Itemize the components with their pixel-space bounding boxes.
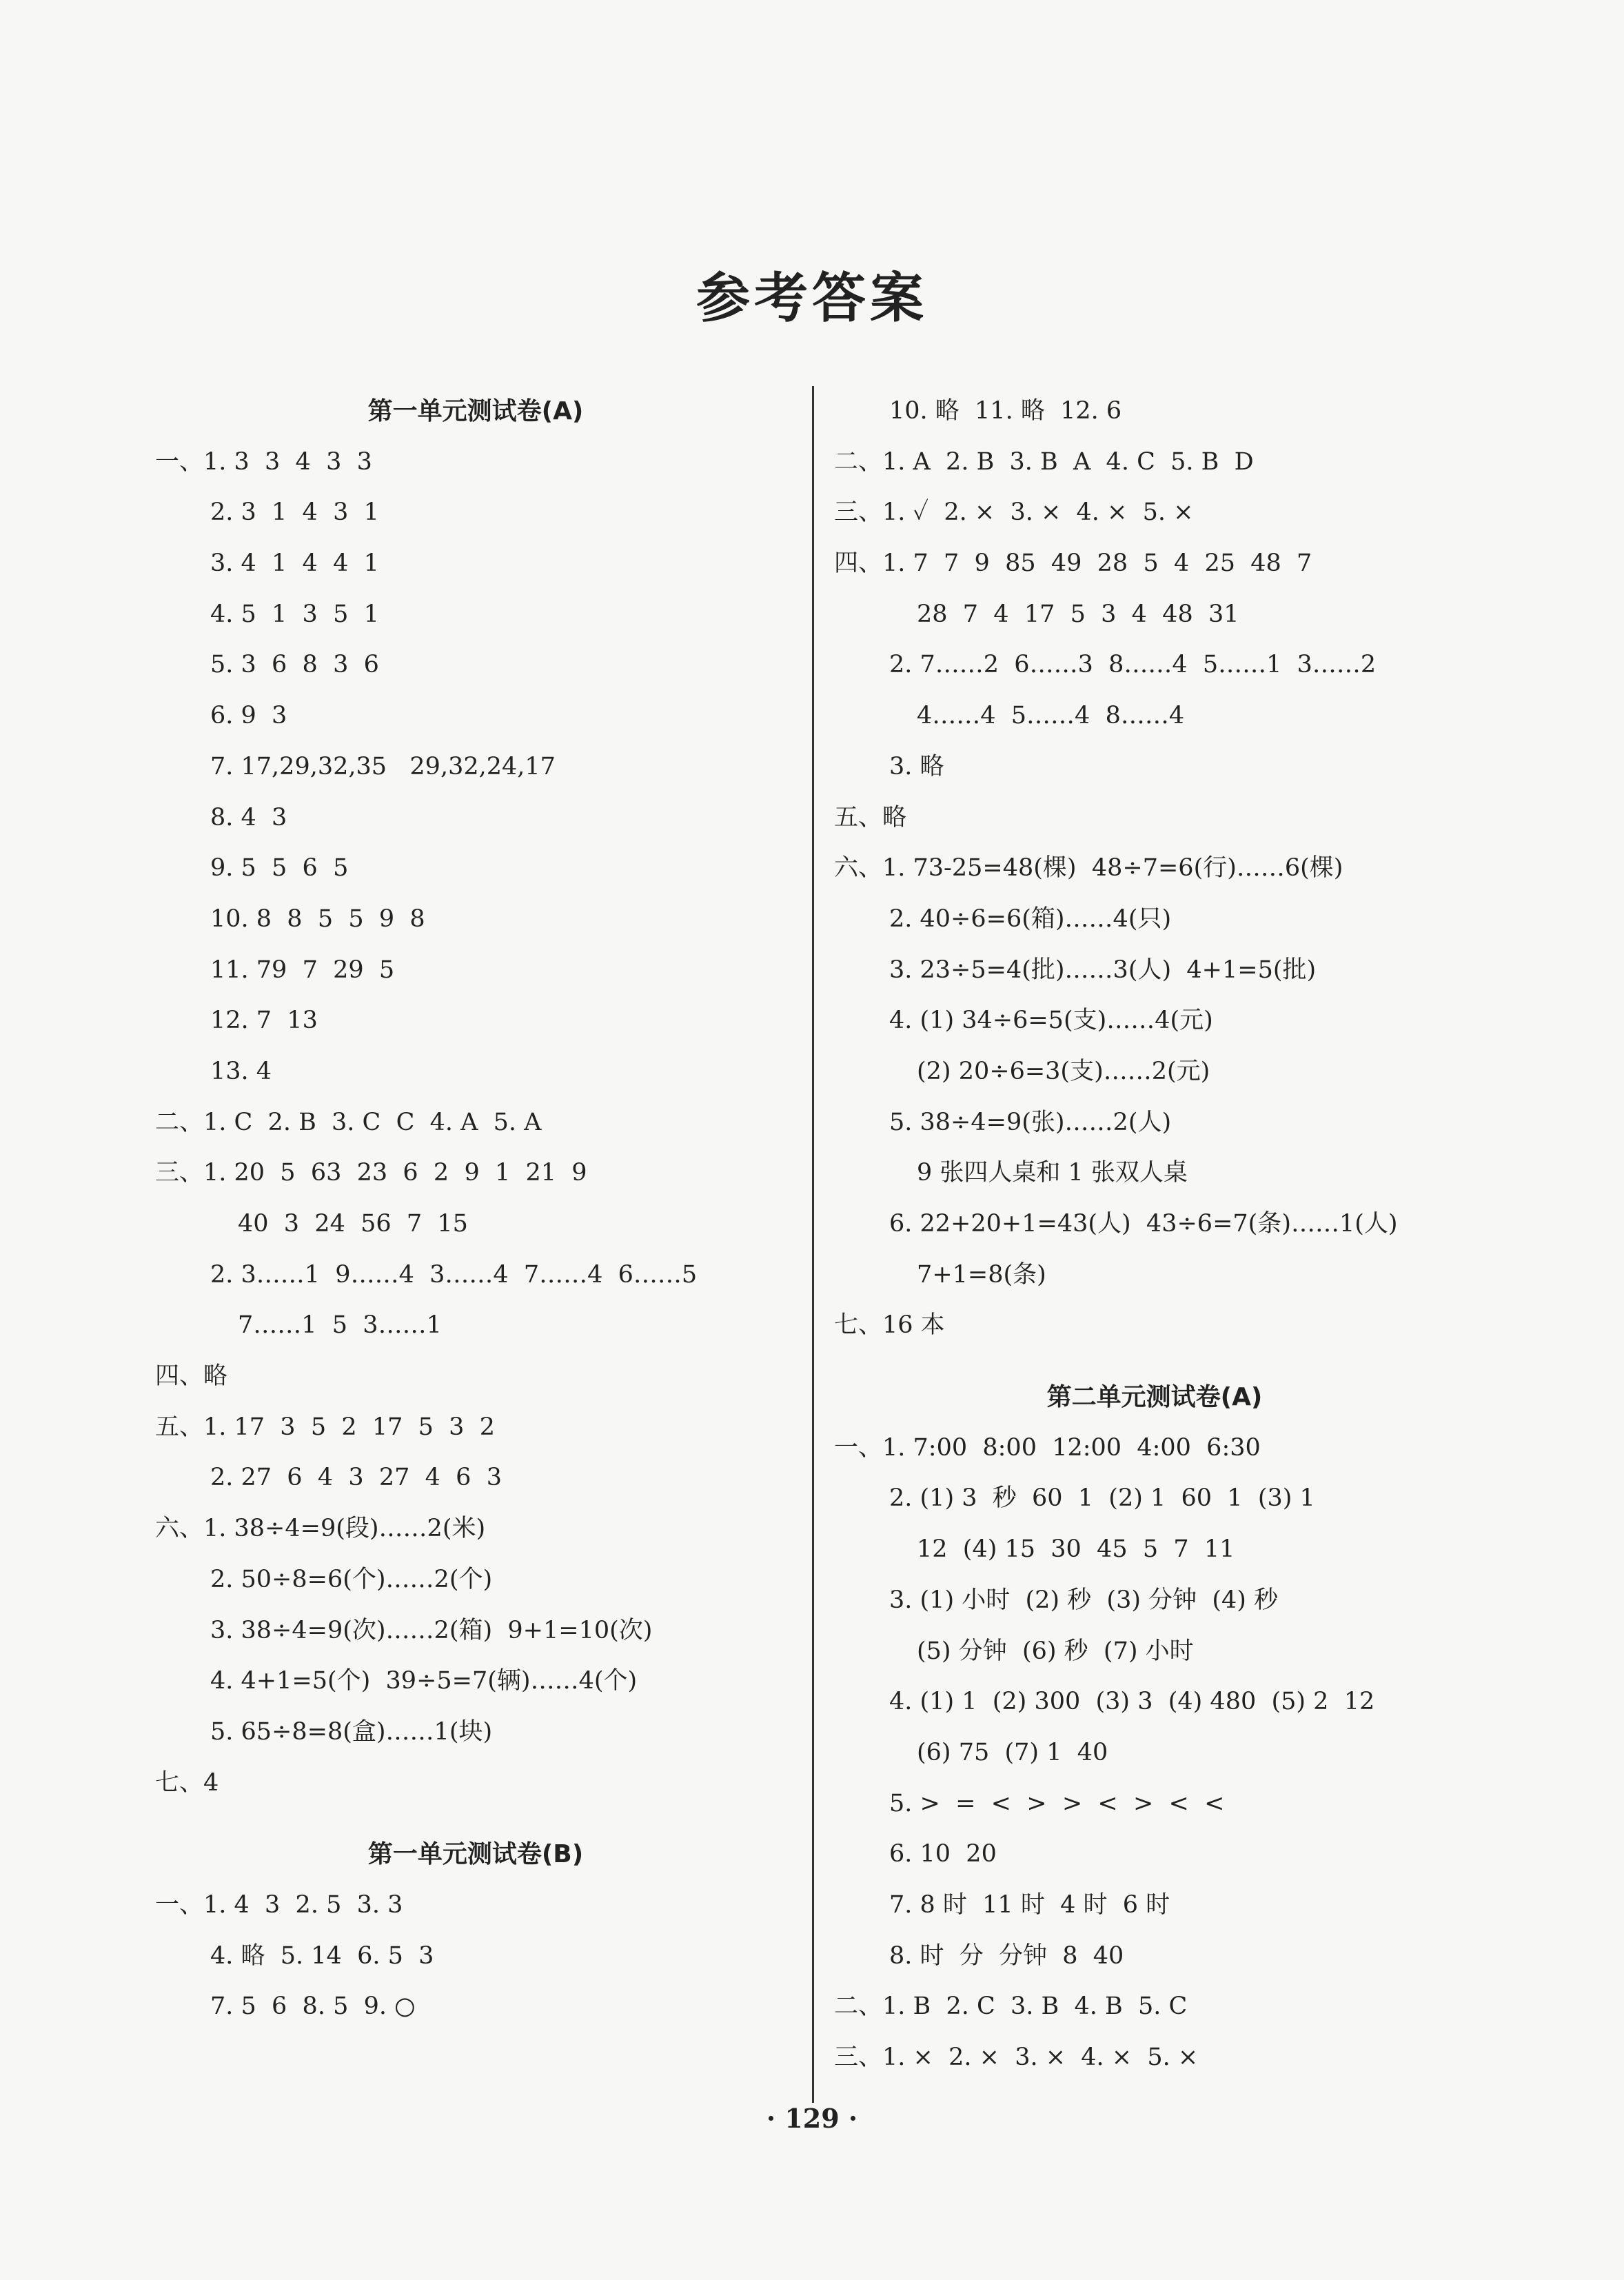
answer-line: 5. > = < > > < > < < xyxy=(889,1789,1225,1817)
answer-line: 一、1. 4 3 2. 5 3. 3 xyxy=(155,1890,403,1919)
answer-line: 七、16 本 xyxy=(834,1311,945,1340)
answer-line: 4……4 5……4 8……4 xyxy=(917,702,1185,730)
answer-line: 三、1. 20 5 63 23 6 2 9 1 21 9 xyxy=(155,1159,587,1187)
page-title: 参考答案 xyxy=(696,268,928,330)
answer-line: 3. 略 xyxy=(889,752,944,780)
answer-line: 12 (4) 15 30 45 5 7 11 xyxy=(917,1535,1235,1564)
section-heading: 第二单元测试卷(A) xyxy=(1046,1383,1263,1412)
answer-line: 7. 17,29,32,35 29,32,24,17 xyxy=(210,752,556,780)
answer-line: 一、1. 3 3 4 3 3 xyxy=(155,447,372,476)
answer-line: 3. 23÷5=4(批)……3(人) 4+1=5(批) xyxy=(889,956,1317,984)
page-number: · 129 · xyxy=(766,2103,858,2134)
answer-line: 2. (1) 3 秒 60 1 (2) 1 60 1 (3) 1 xyxy=(889,1484,1315,1513)
answer-line: 四、略 xyxy=(155,1362,228,1391)
answer-line: 六、1. 73-25=48(棵) 48÷7=6(行)……6(棵) xyxy=(834,854,1343,882)
answer-line: 5. 38÷4=9(张)……2(人) xyxy=(889,1108,1172,1136)
answer-line: 13. 4 xyxy=(210,1057,272,1085)
answer-line: 40 3 24 56 7 15 xyxy=(238,1210,468,1238)
answer-line: 10. 略 11. 略 12. 6 xyxy=(889,397,1122,425)
answer-line: 一、1. 7:00 8:00 12:00 4:00 6:30 xyxy=(834,1433,1261,1462)
answer-line: 2. 3……1 9……4 3……4 7……4 6……5 xyxy=(210,1260,698,1289)
section-heading: 第一单元测试卷(B) xyxy=(367,1840,584,1869)
answer-line: 4. 5 1 3 5 1 xyxy=(210,600,379,628)
answer-line: (2) 20÷6=3(支)……2(元) xyxy=(917,1057,1210,1085)
answer-line: 3. (1) 小时 (2) 秒 (3) 分钟 (4) 秒 xyxy=(889,1586,1279,1614)
answer-line: 3. 4 1 4 4 1 xyxy=(210,549,379,578)
answer-line: 7. 8 时 11 时 4 时 6 时 xyxy=(889,1890,1170,1919)
answer-line: 2. 7……2 6……3 8……4 5……1 3……2 xyxy=(889,651,1377,679)
answer-line: 9 张四人桌和 1 张双人桌 xyxy=(917,1159,1188,1187)
answer-line: 五、略 xyxy=(834,803,907,831)
answer-line: 4. 4+1=5(个) 39÷5=7(辆)……4(个) xyxy=(210,1667,638,1695)
answer-line: 2. 27 6 4 3 27 4 6 3 xyxy=(210,1464,502,1492)
answer-line: 六、1. 38÷4=9(段)……2(米) xyxy=(155,1515,486,1543)
answer-line: 11. 79 7 29 5 xyxy=(210,956,395,984)
answer-line: 12. 7 13 xyxy=(210,1007,318,1035)
answer-line: 5. 65÷8=8(盒)……1(块) xyxy=(210,1717,493,1746)
answer-line: 四、1. 7 7 9 85 49 28 5 4 25 48 7 xyxy=(834,549,1312,578)
answer-line: 3. 38÷4=9(次)……2(箱) 9+1=10(次) xyxy=(210,1616,653,1644)
answer-line: 6. 10 20 xyxy=(889,1840,997,1868)
answer-line: 7. 5 6 8. 5 9. ○ xyxy=(210,1993,416,2021)
spacer xyxy=(155,1808,796,1829)
answer-line: (5) 分钟 (6) 秒 (7) 小时 xyxy=(917,1637,1194,1665)
answer-line: 三、1. ✓ 2. × 3. × 4. × 5. × xyxy=(834,498,1194,527)
answer-line: 五、1. 17 3 5 2 17 5 3 2 xyxy=(155,1413,495,1441)
section-heading: 第一单元测试卷(A) xyxy=(367,397,584,425)
answer-line: 8. 时 分 分钟 8 40 xyxy=(889,1941,1124,1970)
right-column xyxy=(834,386,1475,2084)
answer-line: 6. 9 3 xyxy=(210,702,287,730)
answer-line: 二、1. B 2. C 3. B 4. B 5. C xyxy=(834,1993,1188,2021)
answer-line: 6. 22+20+1=43(人) 43÷6=7(条)……1(人) xyxy=(889,1210,1398,1238)
answer-line: 5. 3 6 8 3 6 xyxy=(210,651,379,679)
answer-line: 二、1. C 2. B 3. C C 4. A 5. A xyxy=(155,1108,542,1136)
answer-line: 2. 3 1 4 3 1 xyxy=(210,498,379,527)
column-divider xyxy=(812,386,814,2103)
answer-line: 7+1=8(条) xyxy=(917,1260,1046,1289)
answer-line: 10. 8 8 5 5 9 8 xyxy=(210,905,425,933)
answer-line: 三、1. × 2. × 3. × 4. × 5. × xyxy=(834,2044,1199,2071)
answer-line: 2. 50÷8=6(个)……2(个) xyxy=(210,1565,493,1593)
answer-line: 4. (1) 34÷6=5(支)……4(元) xyxy=(889,1007,1213,1035)
answer-line: (6) 75 (7) 1 40 xyxy=(917,1738,1108,1766)
left-column xyxy=(155,386,796,2032)
answer-line: 9. 5 5 6 5 xyxy=(210,854,349,882)
answer-line: 8. 4 3 xyxy=(210,803,287,831)
answer-line: 2. 40÷6=6(箱)……4(只) xyxy=(889,905,1172,933)
answer-line: 4. 略 5. 14 6. 5 3 xyxy=(210,1941,434,1970)
answer-line: 二、1. A 2. B 3. B A 4. C 5. B D xyxy=(834,447,1254,476)
spacer xyxy=(834,1351,1475,1372)
answer-line: 七、4 xyxy=(155,1768,219,1797)
answer-line: 7……1 5 3……1 xyxy=(238,1311,442,1340)
answer-line: 4. (1) 1 (2) 300 (3) 3 (4) 480 (5) 2 12 xyxy=(889,1688,1375,1716)
answer-line: 28 7 4 17 5 3 4 48 31 xyxy=(917,600,1239,628)
